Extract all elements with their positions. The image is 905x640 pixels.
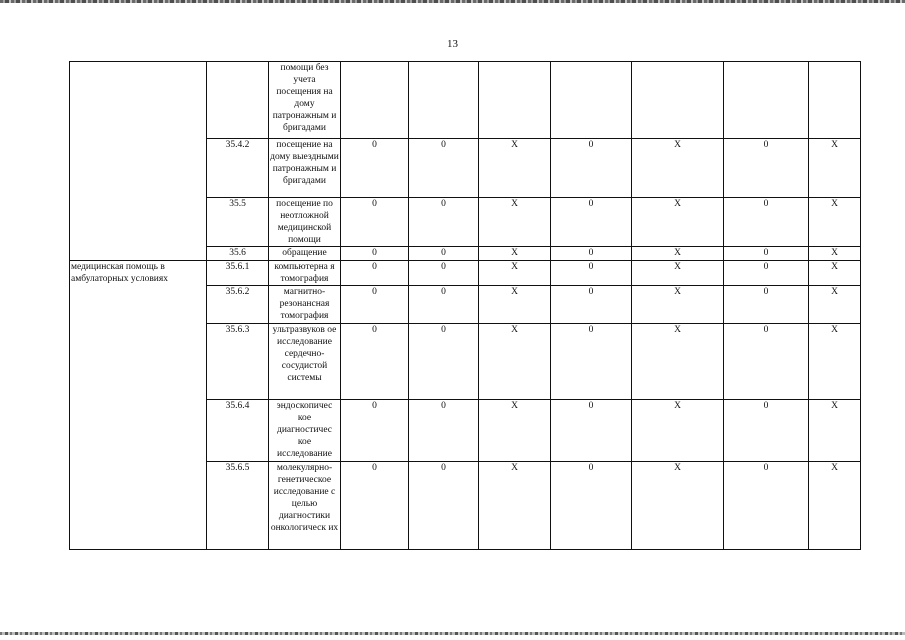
row-name: помощи без учета посещения на дому патронажным и бригадами xyxy=(269,62,341,139)
value-cell: Х xyxy=(632,462,724,550)
value-cell: Х xyxy=(632,139,724,198)
value-cell: 0 xyxy=(341,462,409,550)
table-body xyxy=(70,62,861,550)
value-cell: 0 xyxy=(341,400,409,462)
row-code: 35.4.2 xyxy=(207,139,269,198)
scan-edge-bottom xyxy=(0,632,905,635)
value-cell: Х xyxy=(809,286,861,324)
value-cell: Х xyxy=(632,324,724,400)
row-name: обращение xyxy=(269,247,341,261)
value-cell: Х xyxy=(479,198,551,247)
value-cell xyxy=(724,62,809,139)
value-cell: Х xyxy=(479,324,551,400)
value-cell: 0 xyxy=(341,324,409,400)
row-code: 35.6.3 xyxy=(207,324,269,400)
value-cell xyxy=(551,62,632,139)
section-label: медицинская помощь в амбулаторных условиях xyxy=(70,261,207,550)
value-cell: Х xyxy=(809,261,861,286)
value-cell: Х xyxy=(632,261,724,286)
value-cell: 0 xyxy=(409,139,479,198)
value-cell: Х xyxy=(632,247,724,261)
value-cell: 0 xyxy=(724,462,809,550)
value-cell: Х xyxy=(809,324,861,400)
value-cell: 0 xyxy=(551,400,632,462)
row-name: компьютерна я томография xyxy=(269,261,341,286)
value-cell xyxy=(809,62,861,139)
value-cell: Х xyxy=(809,247,861,261)
value-cell xyxy=(632,62,724,139)
value-cell: 0 xyxy=(551,286,632,324)
value-cell: Х xyxy=(809,400,861,462)
scan-edge-top xyxy=(0,0,905,3)
value-cell: Х xyxy=(479,462,551,550)
page-number: 13 xyxy=(447,38,458,50)
value-cell: 0 xyxy=(551,261,632,286)
row-name: молекулярно-генетическое исследование с целью диагностики онкологическ их xyxy=(269,462,341,550)
value-cell: Х xyxy=(479,400,551,462)
value-cell xyxy=(409,62,479,139)
value-cell: Х xyxy=(632,198,724,247)
value-cell: Х xyxy=(479,139,551,198)
value-cell: 0 xyxy=(724,261,809,286)
value-cell: 0 xyxy=(341,198,409,247)
value-cell: 0 xyxy=(724,198,809,247)
row-code: 35.6.5 xyxy=(207,462,269,550)
table-row xyxy=(70,62,861,139)
value-cell: 0 xyxy=(551,139,632,198)
value-cell: 0 xyxy=(551,198,632,247)
value-cell: Х xyxy=(479,286,551,324)
value-cell: 0 xyxy=(409,247,479,261)
row-name: посещение по неотложной медицинской помощи xyxy=(269,198,341,247)
row-name: эндоскопичес кое диагностичес кое исследование xyxy=(269,400,341,462)
value-cell: Х xyxy=(479,247,551,261)
value-cell: Х xyxy=(809,139,861,198)
value-cell: 0 xyxy=(724,247,809,261)
row-code: 35.6 xyxy=(207,247,269,261)
data-table xyxy=(69,61,861,550)
value-cell: Х xyxy=(479,261,551,286)
row-name: посещение на дому выездными патронажным и бригадами xyxy=(269,139,341,198)
value-cell: 0 xyxy=(724,139,809,198)
value-cell: 0 xyxy=(409,400,479,462)
value-cell: 0 xyxy=(724,400,809,462)
value-cell: 0 xyxy=(551,247,632,261)
value-cell: 0 xyxy=(551,462,632,550)
value-cell: 0 xyxy=(409,324,479,400)
value-cell xyxy=(479,62,551,139)
value-cell: Х xyxy=(809,462,861,550)
value-cell: 0 xyxy=(341,247,409,261)
value-cell: 0 xyxy=(341,286,409,324)
value-cell: 0 xyxy=(724,324,809,400)
value-cell: Х xyxy=(632,400,724,462)
value-cell: 0 xyxy=(551,324,632,400)
value-cell xyxy=(341,62,409,139)
value-cell: 0 xyxy=(409,261,479,286)
value-cell: Х xyxy=(809,198,861,247)
value-cell: 0 xyxy=(341,261,409,286)
value-cell: 0 xyxy=(409,286,479,324)
empty-cell xyxy=(70,62,207,261)
row-code xyxy=(207,62,269,139)
value-cell: 0 xyxy=(341,139,409,198)
row-code: 35.6.1 xyxy=(207,261,269,286)
table-row xyxy=(70,261,861,286)
value-cell: 0 xyxy=(724,286,809,324)
value-cell: Х xyxy=(632,286,724,324)
row-name: магнитно-резонансная томография xyxy=(269,286,341,324)
value-cell: 0 xyxy=(409,462,479,550)
value-cell: 0 xyxy=(409,198,479,247)
row-name: ультразвуков ое исследование сердечно-сосудистой системы xyxy=(269,324,341,400)
row-code: 35.5 xyxy=(207,198,269,247)
row-code: 35.6.2 xyxy=(207,286,269,324)
row-code: 35.6.4 xyxy=(207,400,269,462)
